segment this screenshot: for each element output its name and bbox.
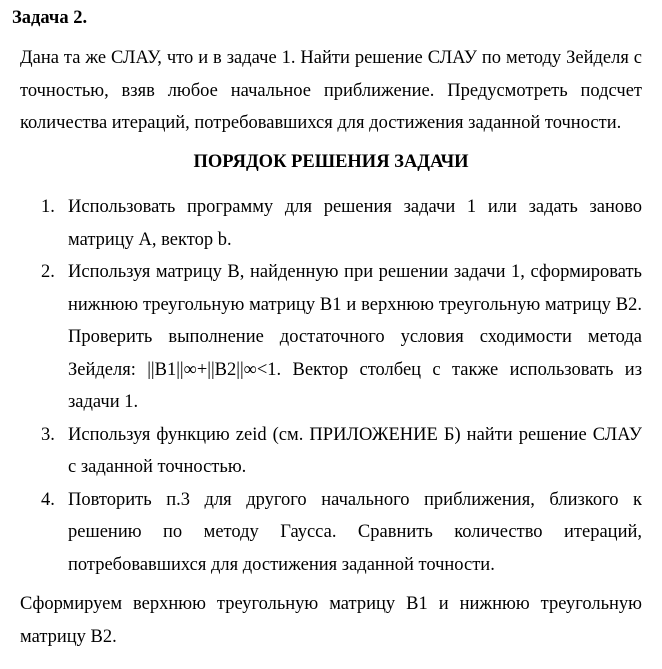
task-intro-paragraph: Дана та же СЛАУ, что и в задаче 1. Найти решение СЛАУ по методу Зейделя с точностью, взяв любое начальное приближение. Предусмотреть подсчет количества итераций, потребовавшихся для достижения заданной точности. <box>20 48 642 133</box>
step-number: 4. <box>41 489 55 510</box>
step-text: Повторить п.3 для другого начального приближения, близкого к решению по методу Гаусса. Сравнить количество итераций, потребовавшихся для достижения заданной точности. <box>68 489 642 575</box>
procedure-step-4 <box>0 484 642 582</box>
procedure-step-1 <box>0 191 642 256</box>
step-number: 3. <box>41 424 55 445</box>
step-number: 1. <box>41 197 55 217</box>
step-text: Использовать программу для решения задачи 1 или задать заново матрицу A, вектор b. <box>68 197 642 250</box>
task-title: Задача 2. <box>12 8 88 28</box>
conclusion-paragraph: Сформируем верхнюю треугольную матрицу B1 и нижнюю треугольную матрицу B2. <box>20 594 642 647</box>
procedure-step-3 <box>0 419 642 484</box>
step-text: Используя матрицу B, найденную при решении задачи 1, сформировать нижнюю треугольную матрицу B1 и верхнюю треугольную матрицу B2. Проверить выполнение достаточного условия сходимости метода Зейделя: ||B1||∞+||B2||∞<1. Вектор столбец c также использовать из задачи 1. <box>68 262 642 412</box>
step-number: 2. <box>41 262 55 282</box>
procedure-step-2 <box>0 256 642 419</box>
step-text: Используя функцию zeid (см. ПРИЛОЖЕНИЕ Б) найти решение СЛАУ с заданной точностью. <box>68 424 642 477</box>
procedure-steps-list <box>0 191 662 581</box>
procedure-heading: ПОРЯДОК РЕШЕНИЯ ЗАДАЧИ <box>193 152 469 172</box>
